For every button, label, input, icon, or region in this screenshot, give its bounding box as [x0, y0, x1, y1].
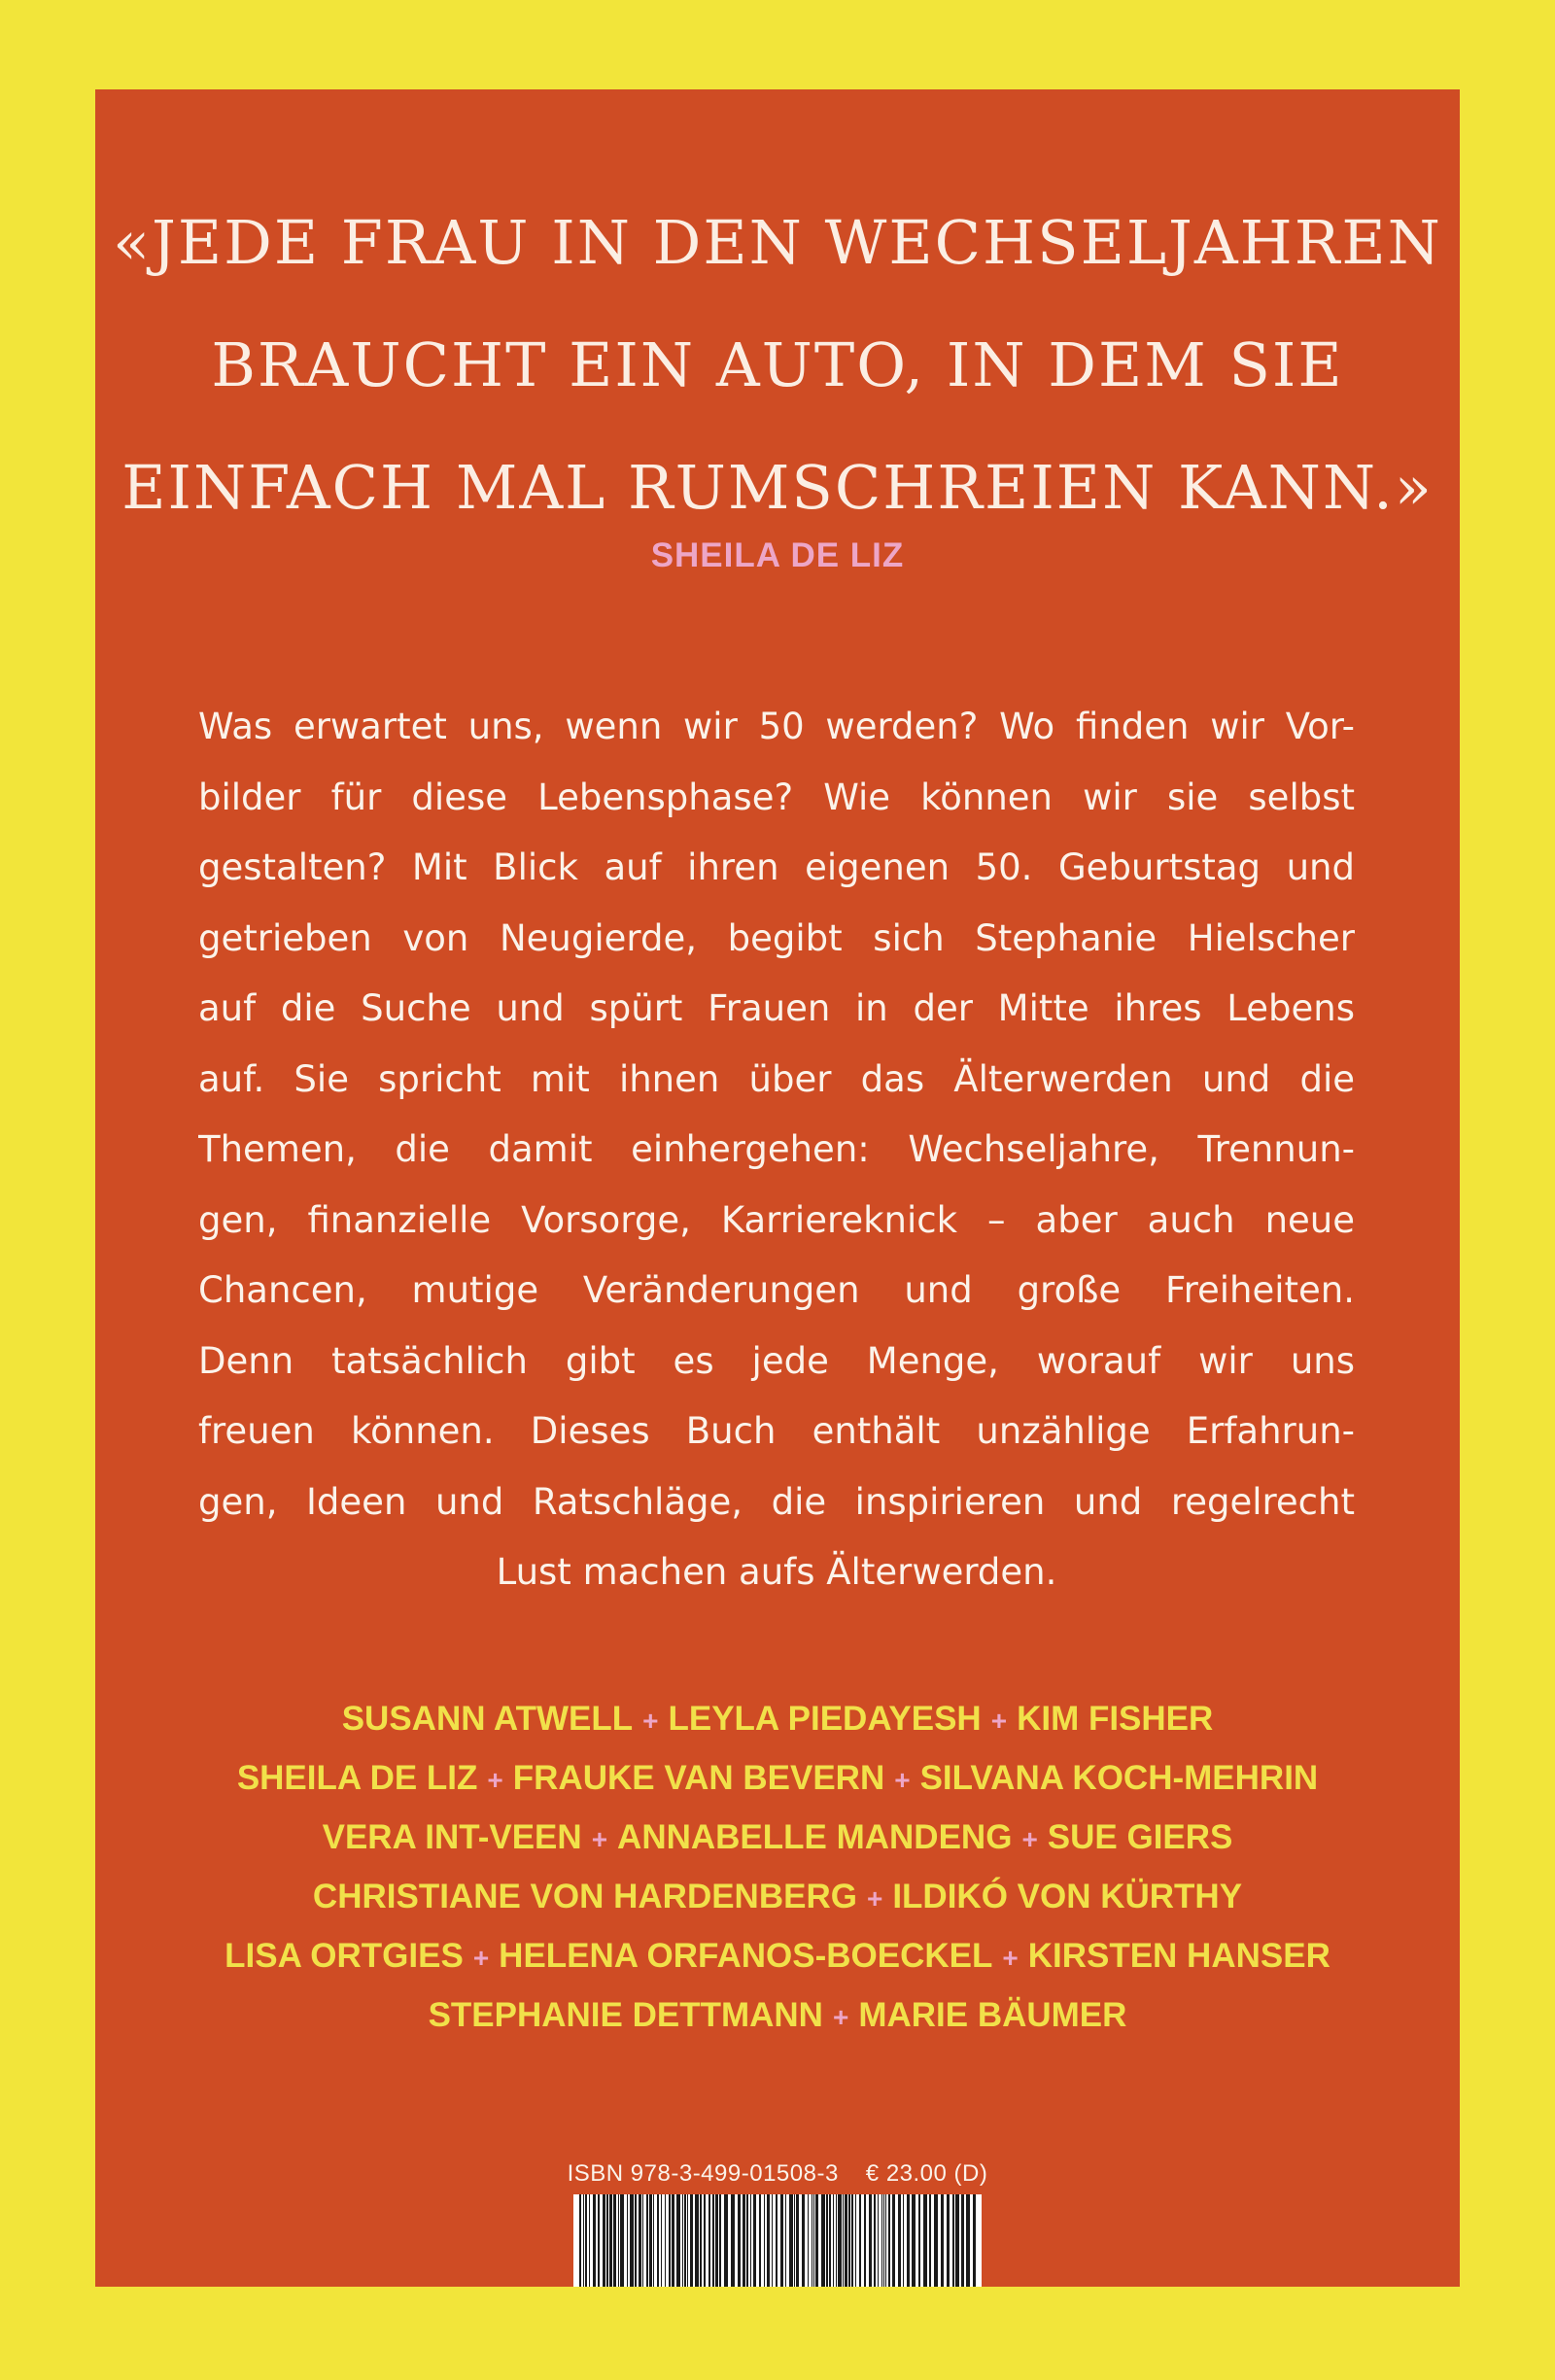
blurb-line: Chancen, mutige Veränderungen und große Freiheiten.: [198, 1269, 1355, 1311]
plus-separator-icon: +: [1002, 1943, 1019, 1973]
contributor-name: CHRISTIANE VON HARDENBERG: [312, 1878, 857, 1915]
price: € 23.00 (D): [865, 2160, 988, 2187]
contributor-name: FRAUKE VAN BEVERN: [512, 1759, 885, 1797]
quote-attribution: SHEILA DE LIZ: [650, 536, 905, 574]
contributor-name: STEPHANIE DETTMANN: [428, 1996, 823, 2034]
blurb-line: auf. Sie spricht mit ihnen über das Älterwerden und die: [198, 1057, 1355, 1100]
contributor-name: LISA ORTGIES: [225, 1937, 464, 1975]
contributor-name: KIRSTEN HANSER: [1027, 1937, 1330, 1975]
blurb-line: auf die Suche und spürt Frauen in der Mitte ihres Lebens: [198, 987, 1355, 1029]
blurb-line: gen, finanzielle Vorsorge, Karriereknick – aber auch neue: [198, 1198, 1355, 1241]
contributor-name: SUE GIERS: [1047, 1818, 1233, 1856]
contributor-name: HELENA ORFANOS-BOECKEL: [499, 1937, 993, 1975]
names-row: [95, 1985, 1460, 2045]
names-row: [95, 1926, 1460, 1985]
isbn-number: ISBN 978-3-499-01508-3: [567, 2160, 839, 2187]
quote-line: EINFACH MAL RUMSCHREIEN KANN.»: [121, 452, 1434, 523]
cover-quote: [95, 182, 1460, 549]
contributor-name: SILVANA KOCH-MEHRIN: [919, 1759, 1319, 1797]
blurb-line: gestalten? Mit Blick auf ihren eigenen 50. Geburtstag und: [198, 846, 1355, 888]
names-row: [95, 1808, 1460, 1867]
blurb-text: [198, 692, 1355, 1608]
blurb-line: Lust machen aufs Älterwerden.: [496, 1551, 1057, 1593]
quote-line: «JEDE FRAU IN DEN WECHSELJAHREN: [113, 207, 1442, 278]
plus-separator-icon: +: [487, 1765, 503, 1795]
contributor-name: KIM FISHER: [1017, 1700, 1214, 1738]
contributor-name: VERA INT-VEEN: [322, 1818, 582, 1856]
contributor-names: [95, 1689, 1460, 2045]
plus-separator-icon: +: [642, 1706, 659, 1736]
contributor-name: ILDIKÓ VON KÜRTHY: [892, 1878, 1243, 1915]
plus-separator-icon: +: [1021, 1824, 1038, 1854]
plus-separator-icon: +: [990, 1706, 1008, 1736]
back-cover-panel: [95, 89, 1460, 2287]
blurb-line: Themen, die damit einhergehen: Wechseljahre, Trennun-: [198, 1128, 1355, 1170]
blurb-line: freuen können. Dieses Buch enthält unzählige Erfahrun-: [198, 1410, 1355, 1452]
isbn-line: [95, 2160, 1460, 2188]
plus-separator-icon: +: [866, 1883, 883, 1914]
blurb-line: bilder für diese Lebensphase? Wie können wir sie selbst: [198, 776, 1355, 818]
plus-separator-icon: +: [832, 2002, 849, 2032]
plus-separator-icon: +: [894, 1765, 911, 1795]
plus-separator-icon: +: [591, 1824, 608, 1854]
plus-separator-icon: +: [472, 1943, 490, 1973]
barcode: [573, 2194, 982, 2287]
names-row: [95, 1867, 1460, 1926]
blurb-line: gen, Ideen und Ratschläge, die inspirieren und regelrecht: [198, 1480, 1355, 1523]
contributor-name: SUSANN ATWELL: [341, 1700, 634, 1738]
contributor-name: MARIE BÄUMER: [858, 1996, 1127, 2034]
blurb-line: Denn tatsächlich gibt es jede Menge, worauf wir uns: [198, 1339, 1355, 1382]
contributor-name: SHEILA DE LIZ: [236, 1759, 478, 1797]
blurb-line: getrieben von Neugierde, begibt sich Stephanie Hielscher: [198, 916, 1355, 959]
names-row: [95, 1689, 1460, 1748]
contributor-name: ANNABELLE MANDENG: [617, 1818, 1013, 1856]
blurb-line: Was erwartet uns, wenn wir 50 werden? Wo finden wir Vor-: [198, 706, 1355, 747]
quote-line: BRAUCHT EIN AUTO, IN DEM SIE: [211, 329, 1344, 400]
names-row: [95, 1748, 1460, 1808]
contributor-name: LEYLA PIEDAYESH: [668, 1700, 982, 1738]
